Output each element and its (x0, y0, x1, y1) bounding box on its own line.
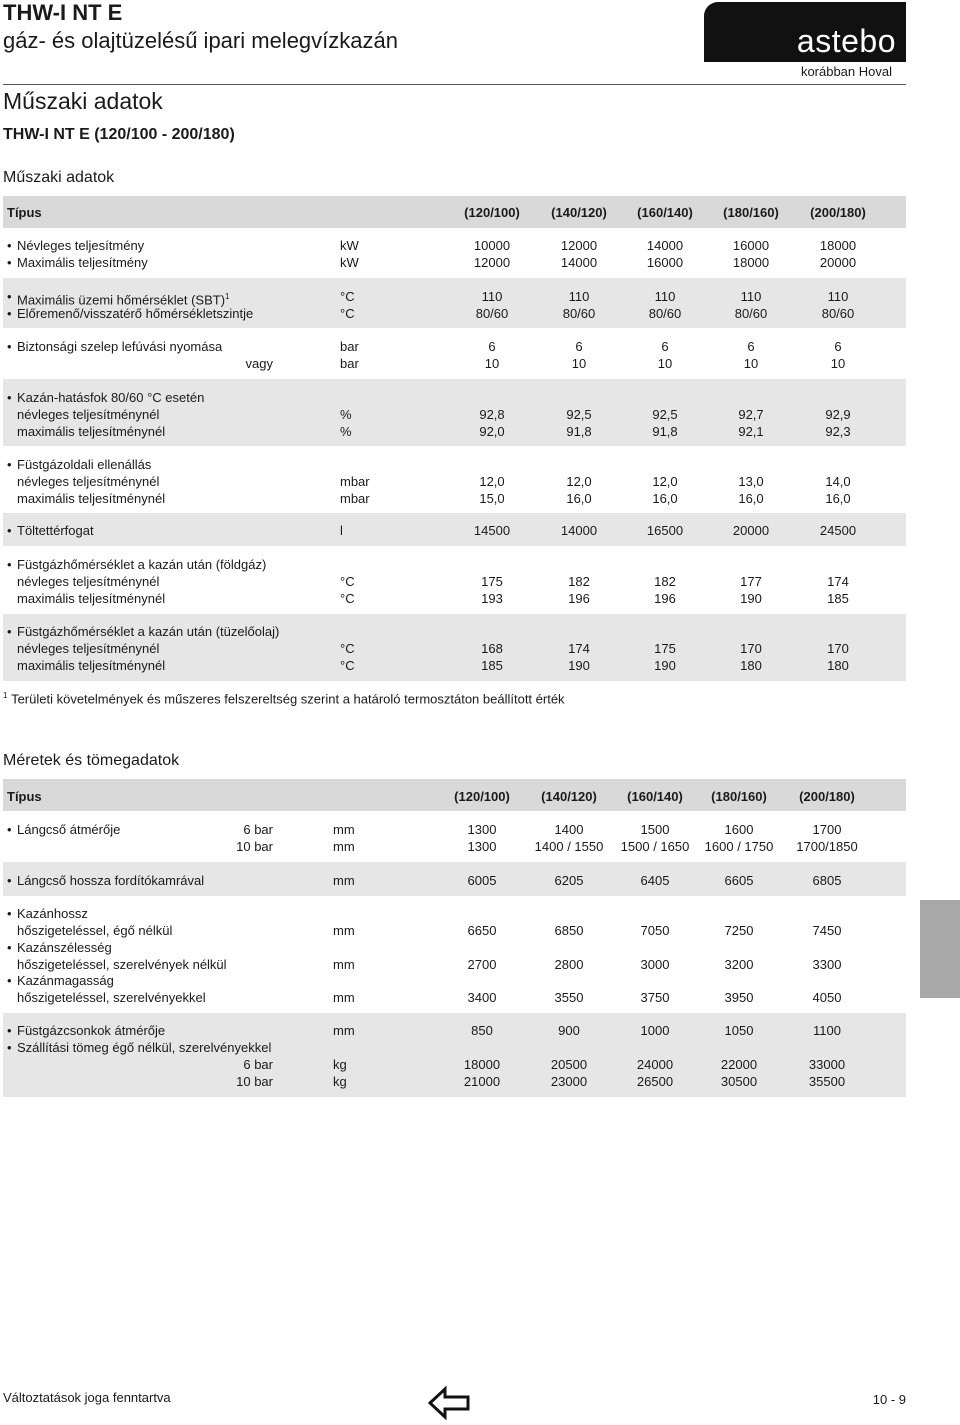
cell: 6205 (554, 873, 584, 888)
type-label: Típus (7, 789, 42, 804)
row-label: Lángcső hossza fordítókamrával (17, 873, 205, 888)
cell: 92,8 (479, 407, 505, 422)
cell: 14000 (646, 238, 684, 253)
col-header: (140/120) (551, 205, 607, 220)
cell: 1400 / 1550 (534, 839, 604, 854)
cell: 6005 (467, 873, 497, 888)
cell: 1050 (724, 1023, 754, 1038)
cell: 3550 (554, 990, 584, 1005)
table-row (3, 956, 906, 973)
cell: 92,1 (738, 424, 764, 439)
bullet-icon: • (7, 238, 12, 253)
cell: 22000 (720, 1057, 758, 1072)
row-label: névleges teljesítménynél (17, 641, 160, 656)
cell: 20000 (732, 523, 770, 538)
bullet-icon: • (7, 906, 12, 921)
cell: 10 (830, 356, 846, 371)
brand-logo (704, 2, 906, 62)
cell: 168 (481, 641, 503, 656)
col-header: (200/180) (810, 205, 866, 220)
cell: 13,0 (738, 474, 764, 489)
row-label: névleges teljesítménynél (17, 407, 160, 422)
cell: 24000 (636, 1057, 674, 1072)
table-row (3, 288, 906, 308)
table-row (3, 1073, 906, 1090)
row-label: vagy (245, 356, 273, 371)
cell: 92,0 (479, 424, 505, 439)
cell: 110 (654, 289, 676, 304)
bullet-icon: • (7, 557, 12, 572)
col-header: (200/180) (799, 789, 855, 804)
table-row (3, 939, 906, 956)
cell: 110 (740, 289, 762, 304)
cell: 92,5 (566, 407, 592, 422)
cell: 10 (484, 356, 500, 371)
cell: 1300 (467, 822, 497, 837)
cell: 110 (568, 289, 590, 304)
cell: 182 (654, 574, 676, 589)
cell: 900 (558, 1023, 580, 1038)
cell: 3950 (724, 990, 754, 1005)
col-header: (120/100) (454, 789, 510, 804)
cell: 1600 (724, 822, 754, 837)
row-unit: kW (340, 238, 359, 253)
table-row (3, 473, 906, 490)
bullet-icon: • (7, 873, 12, 888)
cell: 7250 (724, 923, 754, 938)
cell: 35500 (808, 1074, 846, 1089)
row-label: hőszigeteléssel, szerelvényekkel (17, 990, 206, 1005)
row-label: hőszigeteléssel, égő nélkül (17, 923, 173, 938)
cell: 91,8 (566, 424, 592, 439)
cell: 7050 (640, 923, 670, 938)
row-unit: mm (333, 957, 355, 972)
row-label: Szállítási tömeg égő nélkül, szerelvényekkel (17, 1040, 272, 1055)
row-label: hőszigeteléssel, szerelvények nélkül (17, 957, 227, 972)
cell: 185 (827, 591, 849, 606)
section-title: Műszaki adatok (3, 88, 163, 114)
bullet-icon: • (7, 289, 12, 304)
table-row (3, 922, 906, 939)
header-divider (3, 84, 906, 85)
cell: 14000 (560, 255, 598, 270)
footnote-ref: 1 (225, 292, 230, 301)
row-unit: mm (333, 923, 355, 938)
cell: 3000 (640, 957, 670, 972)
cell: 10 (743, 356, 759, 371)
row-unit: °C (340, 641, 355, 656)
model-range: THW-I NT E (120/100 - 200/180) (3, 126, 235, 143)
row-label: névleges teljesítménynél (17, 474, 160, 489)
cell: 3750 (640, 990, 670, 1005)
cell: 92,7 (738, 407, 764, 422)
cell: 196 (654, 591, 676, 606)
cell: 10 (571, 356, 587, 371)
tech-table-heading: Műszaki adatok (3, 169, 115, 186)
table-row (3, 838, 906, 855)
cell: 80/60 (734, 306, 768, 321)
bullet-icon: • (7, 306, 12, 321)
cell: 14500 (473, 523, 511, 538)
cell: 1700 (812, 822, 842, 837)
cell: 6 (575, 339, 583, 354)
row-unit: °C (340, 306, 355, 321)
table-row (3, 1039, 906, 1056)
row-unit: mbar (340, 491, 370, 506)
tech-header-row (3, 204, 906, 221)
table-row (3, 821, 906, 838)
cell: 30500 (720, 1074, 758, 1089)
row-label: Füstgázoldali ellenállás (17, 457, 152, 472)
cell: 6650 (467, 923, 497, 938)
logo-caption: korábban Hoval (800, 64, 892, 79)
row-unit: kW (340, 255, 359, 270)
table-row (3, 305, 906, 322)
row-label: Kazánhossz (17, 906, 88, 921)
table-row (3, 338, 906, 355)
cell: 6 (834, 339, 842, 354)
cell: 174 (827, 574, 849, 589)
bullet-icon: • (7, 255, 12, 270)
row-sub: 10 bar (236, 1074, 273, 1089)
row-unit: mm (333, 839, 355, 854)
col-header: (180/160) (711, 789, 767, 804)
cell: 190 (654, 658, 676, 673)
col-header: (140/120) (541, 789, 597, 804)
bullet-icon: • (7, 523, 12, 538)
cell: 177 (740, 574, 762, 589)
row-label: Maximális teljesítmény (17, 255, 148, 270)
product-subtitle: gáz- és olajtüzelésű ipari melegvízkazán (3, 28, 398, 53)
row-label: Lángcső átmérője (17, 822, 121, 837)
col-header: (180/160) (723, 205, 779, 220)
row-label: maximális teljesítménynél (17, 658, 166, 673)
footnote (3, 691, 565, 706)
row-label: Füstgázhőmérséklet a kazán után (földgáz) (17, 557, 267, 572)
cell: 6805 (812, 873, 842, 888)
row-unit: bar (340, 356, 359, 371)
bullet-icon: • (7, 624, 12, 639)
cell: 1400 (554, 822, 584, 837)
cell: 180 (740, 658, 762, 673)
cell: 18000 (732, 255, 770, 270)
table-row (3, 389, 906, 406)
bullet-icon: • (7, 457, 12, 472)
cell: 850 (471, 1023, 493, 1038)
bullet-icon: • (7, 390, 12, 405)
table-row (3, 237, 906, 254)
row-label: Töltettérfogat (17, 523, 94, 538)
cell: 92,3 (825, 424, 851, 439)
bullet-icon: • (7, 1040, 12, 1055)
row-unit: % (340, 407, 352, 422)
cell: 12000 (560, 238, 598, 253)
cell: 6850 (554, 923, 584, 938)
table-row (3, 490, 906, 507)
cell: 196 (568, 591, 590, 606)
cell: 1700/1850 (796, 839, 858, 854)
cell: 7450 (812, 923, 842, 938)
cell: 170 (740, 641, 762, 656)
cell: 174 (568, 641, 590, 656)
cell: 190 (740, 591, 762, 606)
cell: 14,0 (825, 474, 851, 489)
back-arrow-icon-graphic (428, 1386, 470, 1420)
cell: 1500 (640, 822, 670, 837)
cell: 6 (747, 339, 755, 354)
table-row (3, 640, 906, 657)
cell: 80/60 (562, 306, 596, 321)
row-unit: mm (333, 822, 355, 837)
table-row (3, 623, 906, 640)
table-row (3, 657, 906, 674)
table-row (3, 590, 906, 607)
row-label: Füstgázhőmérséklet a kazán után (tüzelőolaj) (17, 624, 280, 639)
table-row (3, 1022, 906, 1039)
row-label: Előremenő/visszatérő hőmérsékletszintje (17, 306, 254, 321)
col-header: (120/100) (464, 205, 520, 220)
footnote-text: Területi követelmények és műszeres felszereltség szerint a határoló termosztáton beállított érték (11, 691, 565, 707)
cell: 12,0 (566, 474, 592, 489)
row-label: maximális teljesítménynél (17, 491, 166, 506)
cell: 180 (827, 658, 849, 673)
table-row (3, 522, 906, 539)
cell: 33000 (808, 1057, 846, 1072)
cell: 20500 (550, 1057, 588, 1072)
cell: 3400 (467, 990, 497, 1005)
cell: 80/60 (648, 306, 682, 321)
footer-rights: Változtatások joga fenntartva (3, 1390, 171, 1405)
table-row (3, 254, 906, 271)
cell: 6405 (640, 873, 670, 888)
row-unit: % (340, 424, 352, 439)
table-row (3, 1056, 906, 1073)
cell: 170 (827, 641, 849, 656)
cell: 1100 (813, 1023, 841, 1038)
type-label: Típus (7, 205, 42, 220)
cell: 1500 / 1650 (620, 839, 690, 854)
cell: 110 (827, 289, 849, 304)
table-row (3, 989, 906, 1006)
col-header: (160/140) (627, 789, 683, 804)
cell: 92,9 (825, 407, 851, 422)
row-unit: mbar (340, 474, 370, 489)
cell: 12,0 (652, 474, 678, 489)
table-row (3, 872, 906, 889)
row-label: maximális teljesítménynél (17, 424, 166, 439)
dims-header-row (3, 788, 906, 805)
row-label: Füstgázcsonkok átmérője (17, 1023, 166, 1038)
table-row (3, 456, 906, 473)
cell: 1600 / 1750 (704, 839, 774, 854)
cell: 175 (654, 641, 676, 656)
row-unit: kg (333, 1057, 347, 1072)
row-label: maximális teljesítménynél (17, 591, 166, 606)
table-row (3, 355, 906, 372)
row-unit: l (340, 523, 343, 538)
row-label: Kazán-hatásfok 80/60 °C esetén (17, 390, 205, 405)
cell: 1300 (467, 839, 497, 854)
cell: 91,8 (652, 424, 678, 439)
cell: 3300 (812, 957, 842, 972)
cell: 193 (481, 591, 503, 606)
cell: 21000 (463, 1074, 501, 1089)
cell: 16,0 (652, 491, 678, 506)
row-unit: kg (333, 1074, 347, 1089)
table-row (3, 406, 906, 423)
back-arrow-icon[interactable] (428, 1386, 470, 1420)
bullet-icon: • (7, 973, 12, 988)
bullet-icon: • (7, 339, 12, 354)
cell: 6605 (724, 873, 754, 888)
cell: 175 (481, 574, 503, 589)
cell: 12000 (473, 255, 511, 270)
cell: 16500 (646, 523, 684, 538)
cell: 6 (661, 339, 669, 354)
cell: 14000 (560, 523, 598, 538)
cell: 2800 (554, 957, 584, 972)
cell: 3200 (724, 957, 754, 972)
cell: 4050 (812, 990, 842, 1005)
cell: 2700 (467, 957, 497, 972)
cell: 6 (488, 339, 496, 354)
dims-table-heading: Méretek és tömegadatok (3, 752, 180, 769)
table-row (3, 905, 906, 922)
row-sub: 6 bar (243, 1057, 273, 1072)
row-unit: °C (340, 658, 355, 673)
cell: 15,0 (479, 491, 505, 506)
row-unit: mm (333, 990, 355, 1005)
cell: 24500 (819, 523, 857, 538)
cell: 16,0 (825, 491, 851, 506)
chapter-tab (920, 900, 960, 998)
cell: 18000 (463, 1057, 501, 1072)
table-row (3, 423, 906, 440)
cell: 80/60 (821, 306, 855, 321)
row-unit: °C (340, 591, 355, 606)
row-unit: °C (340, 289, 355, 304)
cell: 16000 (646, 255, 684, 270)
table-row (3, 972, 906, 989)
table-row (3, 556, 906, 573)
cell: 20000 (819, 255, 857, 270)
cell: 185 (481, 658, 503, 673)
page-number: 10 - 9 (872, 1392, 906, 1407)
cell: 16,0 (566, 491, 592, 506)
cell: 18000 (819, 238, 857, 253)
row-sub: 10 bar (236, 839, 273, 854)
row-unit: mm (333, 1023, 355, 1038)
cell: 12,0 (479, 474, 505, 489)
cell: 80/60 (475, 306, 509, 321)
row-unit: bar (340, 339, 359, 354)
row-label: Névleges teljesítmény (17, 238, 145, 253)
row-unit: °C (340, 574, 355, 589)
row-unit: mm (333, 873, 355, 888)
bullet-icon: • (7, 822, 12, 837)
cell: 92,5 (652, 407, 678, 422)
cell: 26500 (636, 1074, 674, 1089)
cell: 110 (481, 289, 503, 304)
footnote-mark: 1 (3, 691, 8, 700)
col-header: (160/140) (637, 205, 693, 220)
cell: 182 (568, 574, 590, 589)
row-sub: 6 bar (243, 822, 273, 837)
row-label: Biztonsági szelep lefúvási nyomása (17, 339, 223, 354)
bullet-icon: • (7, 1023, 12, 1038)
cell: 16000 (732, 238, 770, 253)
row-label: Kazánszélesség (17, 940, 112, 955)
row-label: névleges teljesítménynél (17, 574, 160, 589)
cell: 23000 (550, 1074, 588, 1089)
cell: 10 (657, 356, 673, 371)
row-label: Kazánmagasság (17, 973, 114, 988)
product-name: THW-I NT E (3, 0, 123, 25)
cell: 1000 (640, 1023, 670, 1038)
bullet-icon: • (7, 940, 12, 955)
table-row (3, 573, 906, 590)
row-label-text: Maximális üzemi hőmérséklet (SBT) (17, 292, 226, 308)
cell: 190 (568, 658, 590, 673)
cell: 10000 (473, 238, 511, 253)
logo-text: astebo (796, 23, 896, 59)
cell: 16,0 (738, 491, 764, 506)
